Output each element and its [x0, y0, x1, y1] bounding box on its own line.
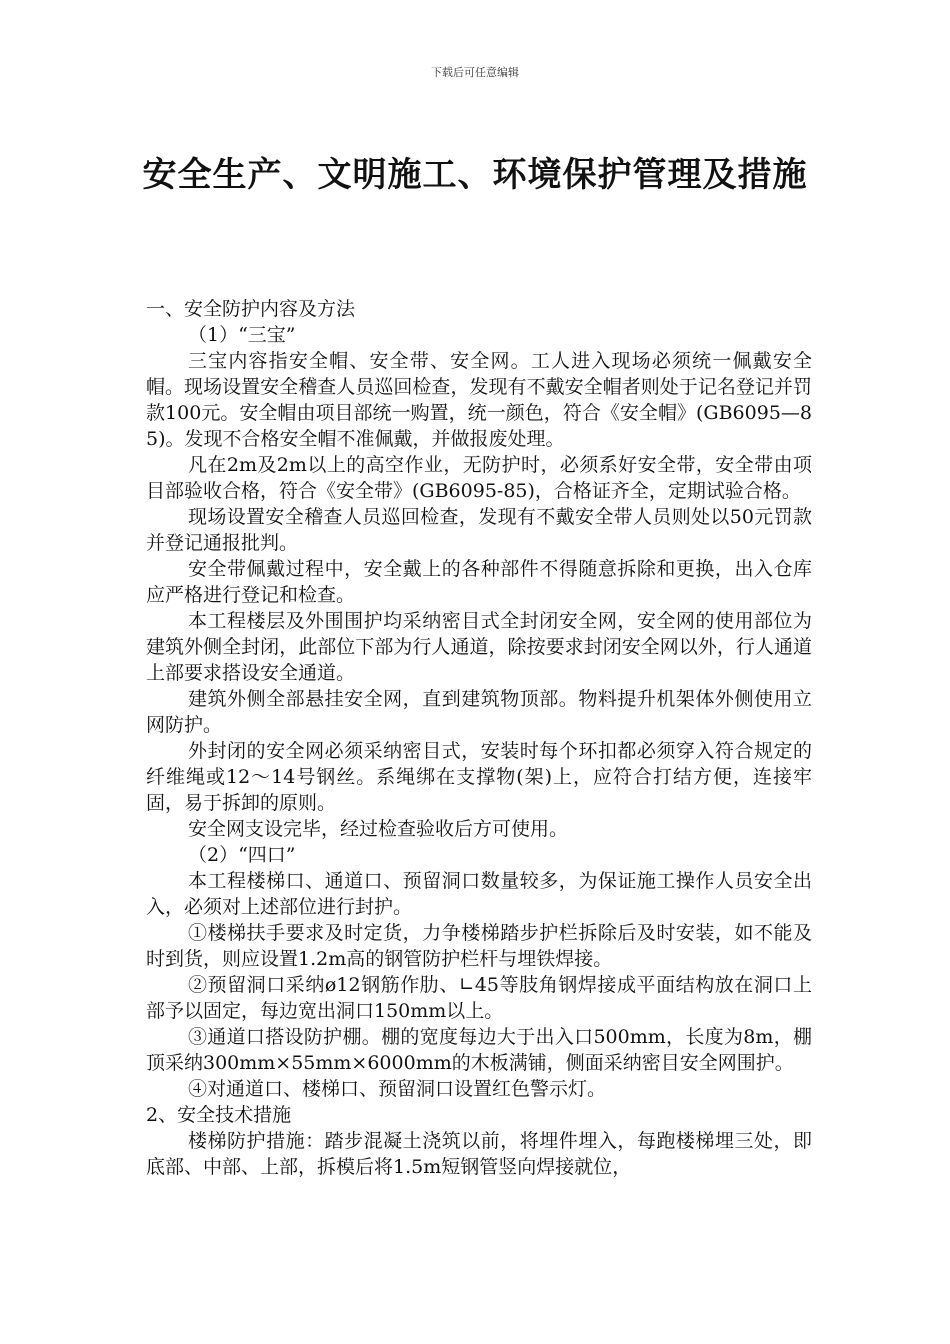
body-paragraph: 三宝内容指安全帽、安全带、安全网。工人进入现场必须统一佩戴安全帽。现场设置安全稽查人员巡回检查，发现有不戴安全帽者则处于记名登记并罚款100元。安全帽由项目部统一购置，统一颜色，符合《安全帽》(GB6095—85)。发现不合格安全帽不准佩戴，并做报废处理。: [146, 350, 812, 450]
subsection-heading: （1）“三宝”: [188, 324, 296, 346]
body-paragraph: 建筑外侧全部悬挂安全网，直到建筑物顶部。物料提升机架体外侧使用立网防护。: [146, 688, 812, 736]
section-heading: 2、安全技术措施: [146, 1104, 292, 1126]
document-title: 安全生产、文明施工、环境保护管理及措施: [142, 155, 808, 195]
body-paragraph: ③通道口搭设防护棚。棚的宽度每边大于出入口500mm，长度为8m，棚顶采纳300mm×55mm×6000mm的木板满铺，侧面采纳密目安全网围护。: [146, 1026, 812, 1074]
header-note: 下载后可任意编辑: [431, 66, 519, 79]
body-paragraph: 外封闭的安全网必须采纳密目式，安装时每个环扣都必须穿入符合规定的纤维绳或12～14号钢丝。系绳绑在支撑物(架)上，应符合打结方便，连接牢固，易于拆卸的原则。: [146, 740, 812, 814]
body-paragraph: ④对通道口、楼梯口、预留洞口设置红色警示灯。: [188, 1078, 607, 1100]
subsection-heading: （2）“四口”: [188, 844, 296, 866]
body-paragraph: 凡在2m及2m以上的高空作业，无防护时，必须系好安全带，安全带由项目部验收合格，符合《安全带》(GB6095-85)，合格证齐全，定期试验合格。: [146, 454, 812, 502]
body-paragraph: 本工程楼层及外围围护均采纳密目式全封闭安全网，安全网的使用部位为建筑外侧全封闭，此部位下部为行人通道，除按要求封闭安全网以外，行人通道上部要求搭设安全通道。: [146, 610, 812, 684]
body-paragraph: ②预留洞口采纳ø12钢筋作肋、∟45等肢角钢焊接成平面结构放在洞口上部予以固定，每边宽出洞口150mm以上。: [146, 974, 812, 1022]
body-paragraph: 安全带佩戴过程中，安全戴上的各种部件不得随意拆除和更换，出入仓库应严格进行登记和检查。: [146, 558, 812, 606]
body-paragraph: 安全网支设完毕，经过检查验收后方可使用。: [188, 818, 569, 840]
body-paragraph: ①楼梯扶手要求及时定货，力争楼梯踏步护栏拆除后及时安装，如不能及时到货，则应设置1.2m高的钢管防护栏杆与埋铁焊接。: [146, 922, 812, 970]
section-heading: 一、安全防护内容及方法: [146, 298, 356, 320]
body-paragraph: 楼梯防护措施：踏步混凝土浇筑以前，将埋件埋入，每跑楼梯埋三处，即底部、中部、上部，拆模后将1.5m短钢管竖向焊接就位，: [146, 1130, 812, 1178]
body-paragraph: 本工程楼梯口、通道口、预留洞口数量较多，为保证施工操作人员安全出入，必须对上述部位进行封护。: [146, 870, 812, 918]
body-paragraph: 现场设置安全稽查人员巡回检查，发现有不戴安全带人员则处以50元罚款并登记通报批判。: [146, 506, 812, 554]
document-body: [146, 296, 812, 1180]
